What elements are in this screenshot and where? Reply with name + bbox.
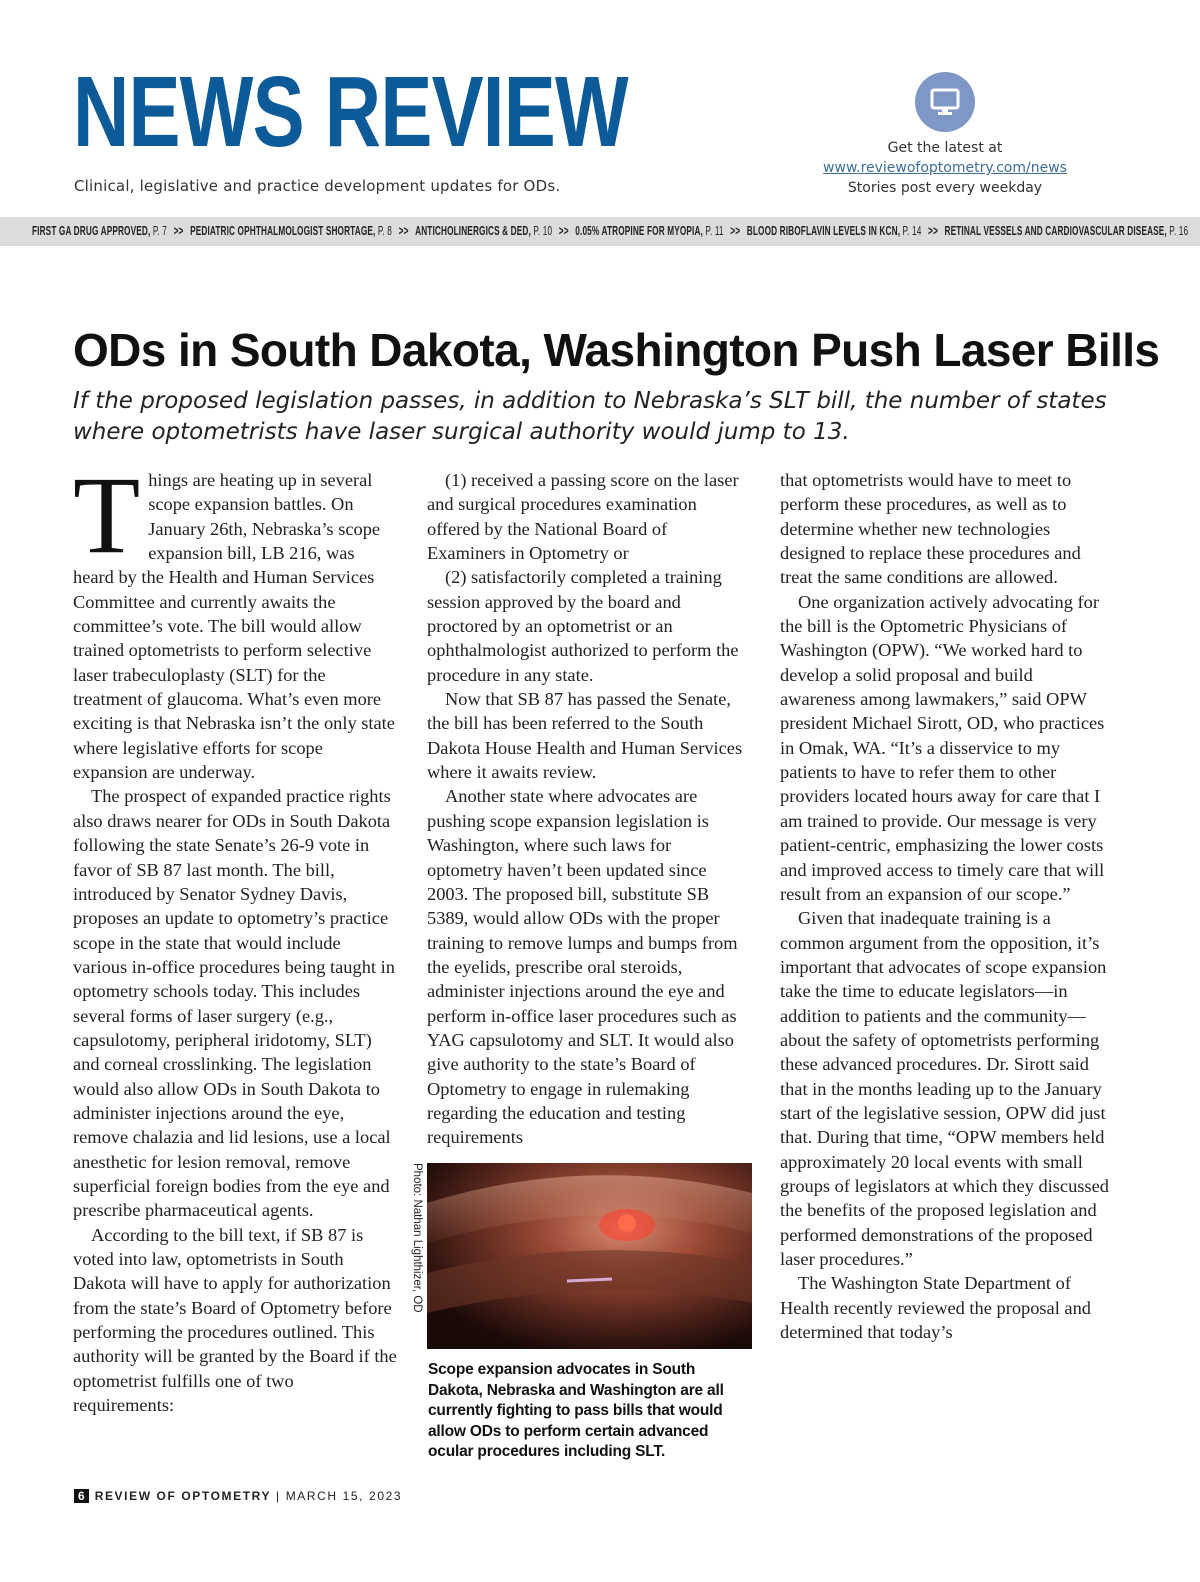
toc-separator: >>	[730, 224, 741, 238]
article-paragraph: Things are heating up in several scope expansion battles. On January 26th, Nebraska’s scope expansion bill, LB 216, was heard by the Health and Human Services Committee and currently awaits the committee’s vote. The bill would allow trained optometrists to perform selective laser trabeculoplasty (SLT) for the treatment of glaucoma. What’s even more exciting is that Nebraska isn’t the only state where legislative efforts for scope expansion are underway.	[73, 454, 395, 783]
toc-item[interactable]: BLOOD RIBOFLAVIN LEVELS IN KCN, P. 14	[746, 224, 922, 238]
photo-credit: Photo: Nathan Lighthizer, OD	[411, 1163, 423, 1313]
contents-list	[32, 224, 1188, 238]
footer-divider: |	[276, 1489, 281, 1503]
article-paragraph: (1) received a passing score on the laser and surgical procedures examination offered by the National Board of Examiners in Optometry or	[427, 470, 739, 564]
promo-news-link[interactable]: www.reviewofoptometry.com/news	[823, 160, 1067, 176]
toc-separator: >>	[928, 224, 938, 238]
publication-name: REVIEW OF OPTOMETRY	[94, 1489, 272, 1503]
toc-separator: >>	[173, 224, 184, 238]
masthead-tagline: Clinical, legislative and practice development updates for ODs.	[74, 177, 561, 195]
promo-line-1: Get the latest at	[887, 140, 1003, 156]
article-paragraph: The prospect of expanded practice rights also draws nearer for ODs in South Dakota following the state Senate’s 26-9 vote in favor of SB 87 last month. The bill, introduced by Senator Sydney Davis, proposes an update to optometry’s practice scope in the state that would include various in-office procedures being taught in optometry schools today. This includes several forms of laser surgery (e.g., capsulotomy, peripheral iridotomy, SLT) and corneal crosslinking. The legislation would also allow ODs in South Dakota to administer injections around the eye, remove chalazia and lid lesions, use a local anesthetic for lesion removal, remove superficial foreign bodies from the eye and prescribe pharmaceutical agents.	[73, 786, 395, 1221]
toc-item[interactable]: ANTICHOLINERGICS & DED, P. 10	[415, 224, 553, 238]
article-paragraph: The Washington State Department of Health recently reviewed the proposal and determined that today’s	[780, 1273, 1091, 1343]
page-footer	[74, 1489, 402, 1503]
slt-procedure-photo	[427, 1163, 752, 1349]
issue-date: MARCH 15, 2023	[285, 1489, 403, 1503]
article-paragraph: Now that SB 87 has passed the Senate, the bill has been referred to the South Dakota House Health and Human Services where it awaits review.	[427, 689, 743, 783]
promo-line-3: Stories post every weekday	[847, 180, 1043, 196]
toc-separator: >>	[398, 224, 409, 238]
article-paragraph: (2) satisfactorily completed a training session approved by the board and proctored by an optometrist or an ophthalmologist authorized to perform the procedure in any state.	[427, 567, 739, 685]
article-column-1	[73, 454, 399, 1417]
toc-separator: >>	[558, 224, 569, 238]
photo-caption: Scope expansion advocates in South Dakota, Nebraska and Washington are all currently fighting to pass bills that would allow ODs to perform certain advanced ocular procedures including SLT.	[428, 1361, 724, 1460]
article-paragraph: Another state where advocates are pushing scope expansion legislation is Washington, where such laws for optometry haven’t been updated since 2003. The proposed bill, substitute SB 5389, would allow ODs with the proper training to remove lumps and bumps from the eyelids, prescribe oral steroids, administer injections around the eye and perform in-office laser procedures such as YAG capsulotomy and SLT. It would also give authority to the state’s Board of Optometry to engage in rulemaking regarding the education and testing requirements	[427, 786, 738, 1148]
contents-bar	[0, 217, 1200, 246]
article-paragraph: that optometrists would have to meet to perform these procedures, as well as to determine whether new technologies designed to replace these procedures and treat the same conditions are allowed.	[780, 470, 1081, 588]
news-promo	[790, 72, 1100, 198]
toc-item[interactable]: PEDIATRIC OPHTHALMOLOGIST SHORTAGE, P. 8	[190, 224, 393, 238]
monitor-icon	[915, 72, 975, 132]
masthead-title: NEWS REVIEW	[73, 56, 628, 168]
drop-cap: T	[73, 454, 141, 576]
article-headline: ODs in South Dakota, Washington Push Laser Bills	[73, 324, 1160, 376]
article-paragraph: Given that inadequate training is a common argument from the opposition, it’s important that advocates of scope expansion take the time to educate legislators—in addition to patients and the community—about the safety of optometrists performing these advanced procedures. Dr. Sirott said that in the months leading up to the January start of the legislative session, OPW did just that. During that time, “OPW members held approximately 20 local events with small groups of legislators at which they discussed the benefits of the proposed legislation and performed demonstrations of the proposed laser procedures.”	[780, 908, 1109, 1269]
toc-item[interactable]: FIRST GA DRUG APPROVED, P. 7	[32, 224, 167, 238]
toc-item[interactable]: 0.05% ATROPINE FOR MYOPIA, P. 11	[575, 224, 724, 238]
article-column-2	[427, 468, 749, 1150]
page-number: 6	[74, 1489, 89, 1503]
toc-item[interactable]: RETINAL VESSELS AND CARDIOVASCULAR DISEASE, P. 16	[944, 224, 1189, 238]
article-deck: If the proposed legislation passes, in addition to Nebraska’s SLT bill, the number of states where optometrists have laser surgical authority would jump to 13.	[73, 388, 1107, 445]
article-paragraph: According to the bill text, if SB 87 is voted into law, optometrists in South Dakota will have to apply for authorization from the state’s Board of Optometry before performing the procedures outlined. This authority will be granted by the Board if the optometrist fulfills one of two requirements:	[73, 1224, 397, 1416]
article-paragraph: One organization actively advocating for the bill is the Optometric Physicians of Washington (OPW). “We worked hard to develop a solid proposal and build awareness among lawmakers,” said OPW president Michael Sirott, OD, who practices in Omak, WA. “It’s a disservice to my patients to have to refer them to other providers located hours away for care that I am trained to provide. Our message is very patient-centric, emphasizing the lower costs and improved access to timely care that will result from an expansion of our scope.”	[780, 591, 1105, 904]
article-column-3	[780, 468, 1110, 1344]
